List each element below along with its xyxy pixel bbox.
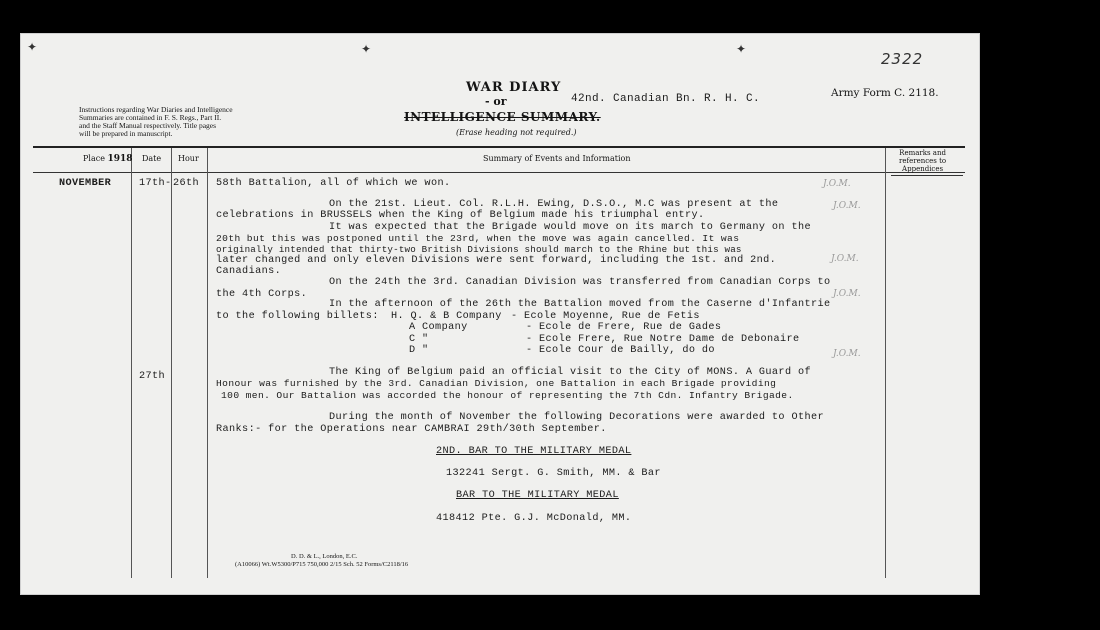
col-remarks-line: Appendices <box>902 165 944 173</box>
table-top-rule <box>33 146 965 148</box>
binder-mark: ✦ <box>27 40 39 54</box>
billet-place: - Ecole Moyenne, Rue de Fetis <box>511 311 700 322</box>
diary-title: WAR DIARY <box>466 80 562 95</box>
handwritten-initials: J.O.M. <box>833 349 861 359</box>
entry-date: 17th- <box>139 178 172 189</box>
billet-place: - Ecole Frere, Rue Notre Dame de Debonaire <box>526 334 800 345</box>
handwritten-initials: J.O.M. <box>833 201 861 211</box>
entry-place: NOVEMBER <box>59 178 112 189</box>
summary-line: originally intended that thirty-two British Divisions should march to the Rhine but this was <box>216 244 742 255</box>
col-year: 1918 <box>107 154 133 164</box>
entry-hour: 26th <box>173 178 200 189</box>
summary-line: On the 21st. Lieut. Col. R.L.H. Ewing, D.S.O., M.C was present at the <box>329 199 779 210</box>
summary-line: 58th Battalion, all of which we won. <box>216 178 451 189</box>
summary-line: It was expected that the Brigade would move on its march to Germany on the <box>329 222 811 233</box>
award-recipient: 418412 Pte. G.J. McDonald, MM. <box>436 513 632 524</box>
instructions-line: Instructions regarding War Diaries and Intelligence <box>79 105 233 114</box>
army-form: Army Form C. 2118. <box>831 87 939 99</box>
summary-line: later changed and only eleven Divisions were sent forward, including the 1st. and 2nd. <box>216 255 777 266</box>
printer-note: D. D. & L., London, E.C. <box>291 553 358 560</box>
instructions-line: will be prepared in manuscript. <box>79 129 173 138</box>
summary-line: 100 men. Our Battalion was accorded the honour of representing the 7th Cdn. Infantry Brigade. <box>221 390 794 401</box>
binder-mark: ✦ <box>361 42 373 56</box>
page-number: 2322 <box>881 50 924 68</box>
col-date: Date <box>142 154 162 163</box>
col-remarks-line: Remarks and <box>899 149 946 157</box>
award-heading: BAR TO THE MILITARY MEDAL <box>456 490 619 501</box>
handwritten-initials: J.O.M. <box>831 254 859 264</box>
summary-line: Ranks:- for the Operations near CAMBRAI 29th/30th September. <box>216 424 607 435</box>
summary-line: to the following billets: <box>216 311 379 322</box>
summary-line: In the afternoon of the 26th the Battalion moved from the Caserne d'Infantrie <box>329 299 831 310</box>
instructions-line: Summaries are contained in F. S. Regs., Part II. <box>79 113 222 122</box>
billet-unit: C " <box>409 334 429 345</box>
col-summary: Summary of Events and Information <box>483 154 631 163</box>
billet-place: - Ecole de Frere, Rue de Gades <box>526 322 722 333</box>
summary-line: Honour was furnished by the 3rd. Canadian Division, one Battalion in each Brigade providing <box>216 378 777 389</box>
unit-name: 42nd. Canadian Bn. R. H. C. <box>571 93 761 105</box>
col-place-label: Place <box>83 154 105 163</box>
war-diary-page <box>20 33 980 595</box>
billet-unit: A Company <box>409 322 468 333</box>
printer-note: (A10066) Wt.W5300/P715 750,000 2/15 Sch. 52 Forms/C2118/16 <box>235 561 409 568</box>
summary-line: 20th but this was postponed until the 23rd, when the move was again cancelled. It was <box>216 233 740 244</box>
diary-title-or: - or <box>485 95 507 108</box>
intelligence-summary-heading: INTELLIGENCE SUMMARY. <box>404 110 601 124</box>
col-remarks <box>899 149 946 173</box>
column-divider <box>885 148 886 578</box>
handwritten-initials: J.O.M. <box>833 289 861 299</box>
col-remarks-line: references to <box>899 157 947 165</box>
header-bottom-rule <box>33 172 965 173</box>
summary-line: The King of Belgium paid an official visit to the City of MONS. A Guard of <box>329 367 811 378</box>
column-divider <box>207 148 208 578</box>
binder-mark: ✦ <box>736 42 748 56</box>
col-hour: Hour <box>178 154 199 163</box>
award-heading: 2ND. BAR TO THE MILITARY MEDAL <box>436 446 632 457</box>
billet-unit: D " <box>409 345 429 356</box>
entry-date: 27th <box>139 371 166 382</box>
column-divider <box>131 148 132 578</box>
summary-line: Canadians. <box>216 266 282 277</box>
summary-line: On the 24th the 3rd. Canadian Division was transferred from Canadian Corps to <box>329 277 831 288</box>
summary-line: During the month of November the following Decorations were awarded to Other <box>329 412 825 423</box>
column-divider <box>171 148 172 578</box>
handwritten-initials: J.O.M. <box>823 179 851 189</box>
billet-unit: H. Q. & B Company <box>391 311 502 322</box>
erase-note: (Erase heading not required.) <box>456 128 577 137</box>
billet-place: - Ecole Cour de Bailly, do do <box>526 345 715 356</box>
summary-line: the 4th Corps. <box>216 289 308 300</box>
instructions <box>79 106 233 138</box>
award-recipient: 132241 Sergt. G. Smith, MM. & Bar <box>446 468 661 479</box>
col-place <box>83 154 133 164</box>
instructions-line: and the Staff Manual respectively. Title pages <box>79 121 217 130</box>
remarks-underline <box>891 175 963 176</box>
summary-line: celebrations in BRUSSELS when the King of Belgium made his triumphal entry. <box>216 210 705 221</box>
